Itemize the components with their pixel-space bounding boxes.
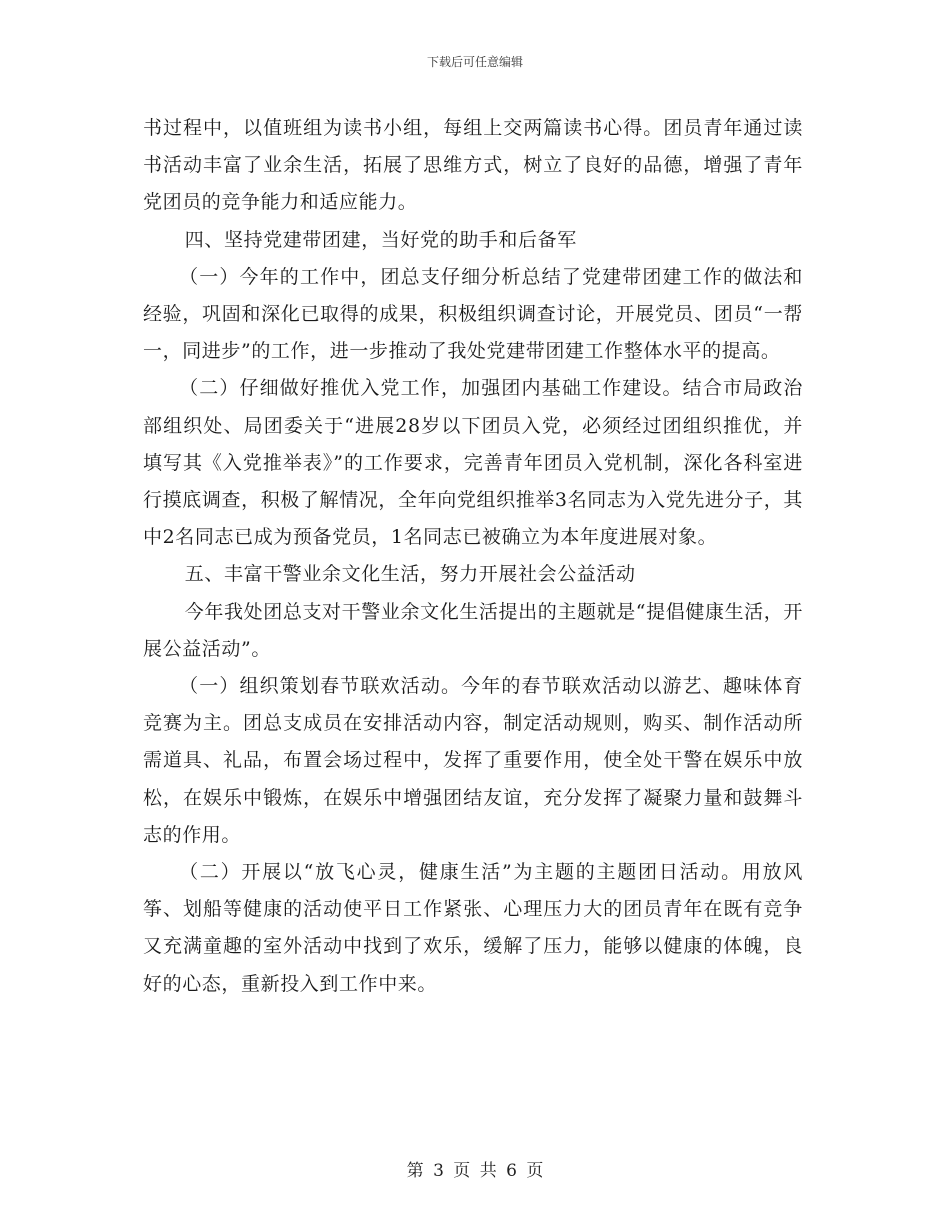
- paragraph-4-2: （二）仔细做好推优入党工作，加强团内基础工作建设。结合市局政治部组织处、局团委关于“进展28岁以下团员入党，必须经过团组织推优，并填写其《入党推举表》”的工作要求，完善青年团员入党机制，深化各科室进行摸底调查，积极了解情况，全年向党组织推举3名同志为入党先进分子，其中2名同志已成为预备党员，1名同志已被确立为本年度进展对象。: [143, 377, 803, 549]
- paragraph-4-1: （一）今年的工作中，团总支仔细分析总结了党建带团建工作的做法和经验，巩固和深化已取得的成果，积极组织调查讨论，开展党员、团员“一帮一，同进步”的工作，进一步推动了我处党建带团建工作整体水平的提高。: [143, 265, 803, 363]
- header-note: 下载后可任意编辑: [426, 55, 523, 69]
- document-body: [143, 110, 803, 1003]
- paragraph-continuation: 书过程中，以值班组为读书小组，每组上交两篇读书心得。团员青年通过读书活动丰富了业余生活，拓展了思维方式，树立了良好的品德，增强了青年党团员的竞争能力和适应能力。: [143, 117, 803, 214]
- section-heading-5: 五、丰富干警业余文化生活，努力开展社会公益活动: [184, 563, 636, 586]
- paragraph-5-1: （一）组织策划春节联欢活动。今年的春节联欢活动以游艺、趣味体育竞赛为主。团总支成员在安排活动内容，制定活动规则，购买、制作活动所需道具、礼品，布置会场过程中，发挥了重要作用，使全处干警在娱乐中放松，在娱乐中锻炼，在娱乐中增强团结友谊，充分发挥了凝聚力量和鼓舞斗志的作用。: [143, 675, 803, 846]
- section-heading-4: 四、坚持党建带团建，当好党的助手和后备军: [184, 228, 577, 251]
- paragraph-5-intro: 今年我处团总支对干警业余文化生活提出的主题就是“提倡健康生活，开展公益活动”。: [143, 600, 803, 660]
- page-number-footer: 第 3 页 共 6 页: [406, 1161, 544, 1181]
- paragraph-5-2: （二）开展以“放飞心灵，健康生活”为主题的主题团日活动。用放风筝、划船等健康的活动使平日工作紧张、心理压力大的团员青年在既有竞争又充满童趣的室外活动中找到了欢乐，缓解了压力，能够以健康的体魄，良好的心态，重新投入到工作中来。: [143, 861, 803, 995]
